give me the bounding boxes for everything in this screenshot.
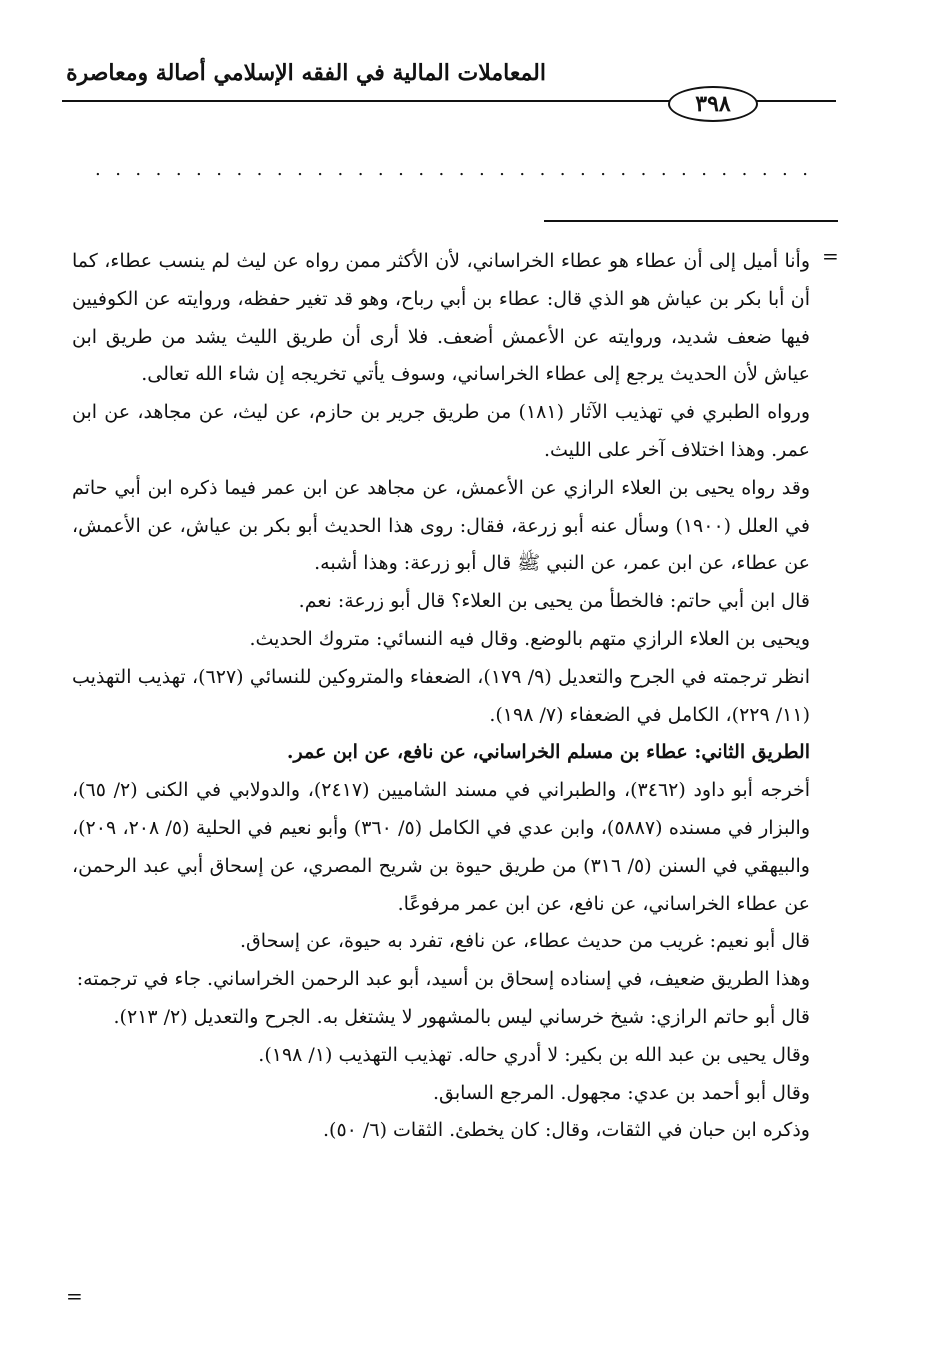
running-title: المعاملات المالية في الفقه الإسلامي أصالة ومعاصرة xyxy=(66,60,546,86)
paragraph-8: أخرجه أبو داود (٣٤٦٢)، والطبراني في مسند الشاميين (٢٤١٧)، والدولابي في الكنى (٢/ ٦٥)، والبزار في مسنده (٥٨٨٧)، وابن عدي في الكامل (٥/ ٣٦٠) وأبو نعيم في الحلية (٥/ ٢٠٨، ٢٠٩)، والبيهقي في السنن (٥/ ٣١٦) من طريق حيوة بن شريح المصري، عن إسحاق أبي عبد الرحمن، عن عطاء الخراساني، عن نافع، عن ابن عمر مرفوعًا. xyxy=(72,779,811,915)
paragraph-12: وقال يحيى بن عبد الله بن بكير: لا أدري حاله. تهذيب التهذيب (١/ ١٩٨). xyxy=(258,1043,810,1066)
paragraph-14: وذكره ابن حبان في الثقات، وقال: كان يخطئ. الثقات (٦/ ٥٠). xyxy=(323,1119,810,1142)
paragraph-4: قال ابن أبي حاتم: فالخطأ من يحيى بن العلاء؟ قال أبو زرعة: نعم. xyxy=(298,590,810,613)
paragraph-10: وهذا الطريق ضعيف، في إسناده إسحاق بن أسيد، أبو عبد الرحمن الخراساني. جاء في ترجمته: xyxy=(76,968,810,991)
main-text-dots: . . . . . . . . . . . . . . . . . . . . . . . . . . . . . . . . . . . . xyxy=(95,159,808,180)
paragraph-5: ويحيى بن العلاء الرازي متهم بالوضع. وقال فيه النسائي: متروك الحديث. xyxy=(249,627,810,650)
paragraph-2: ورواه الطبري في تهذيب الآثار (١٨١) من طريق جرير بن حازم، عن ليث، عن مجاهد، عن ابن عمر. وهذا اختلاف آخر على الليث. xyxy=(72,401,810,461)
continuation-mark-top: = xyxy=(822,244,839,268)
paragraph-6: انظر ترجمته في الجرح والتعديل (٩/ ١٧٩)، الضعفاء والمتروكين للنسائي (٦٢٧)، تهذيب التهذيب (١١/ ٢٢٩)، الكامل في الضعفاء (٧/ ١٩٨). xyxy=(72,665,810,726)
paragraph-3: وقد رواه يحيى بن العلاء الرازي عن الأعمش، عن مجاهد عن ابن عمر فيما ذكره ابن أبي حاتم في العلل (١٩٠٠) وسأل عنه أبو زرعة، فقال: روى هذا الحديث أبو بكر بن عياش، عن الأعمش، عن عطاء، عن ابن عمر، عن النبي ﷺ قال أبو زرعة: وهذا أشبه. xyxy=(72,476,810,575)
continuation-mark-bottom: = xyxy=(66,1284,83,1308)
paragraph-1: وأنا أميل إلى أن عطاء هو عطاء الخراساني، لأن الأكثر ممن رواه عن ليث لم ينسب عطاء، كما أن أبا بكر بن عياش هو الذي قال: عطاء بن أبي رباح، وهو قد تغير حفظه، وروايته عن الكوفيين فيها ضعف شديد، وروايته عن الأعمش أضعف. فلا أرى أن طريق الليث يشد من طريق ابن عياش لأن الحديث يرجع إلى عطاء الخراساني، وسوف يأتي تخريجه إن شاء الله تعالى. xyxy=(72,250,810,386)
footnote-body xyxy=(72,243,810,1150)
page-number: ٣٩٨ xyxy=(668,86,758,122)
footnote-rule xyxy=(544,220,838,222)
paragraph-11: قال أبو حاتم الرازي: شيخ خرساني ليس بالمشهور لا يشتغل به. الجرح والتعديل (٢/ ٢١٣). xyxy=(113,1005,810,1028)
paragraph-9: قال أبو نعيم: غريب من حديث عطاء، عن نافع، تفرد به حيوة، عن إسحاق. xyxy=(240,930,810,953)
paragraph-13: وقال أبو أحمد بن عدي: مجهول. المرجع السابق. xyxy=(432,1081,810,1104)
section-heading-second-route: الطريق الثاني: عطاء بن مسلم الخراساني، عن نافع، عن ابن عمر. xyxy=(286,741,810,764)
